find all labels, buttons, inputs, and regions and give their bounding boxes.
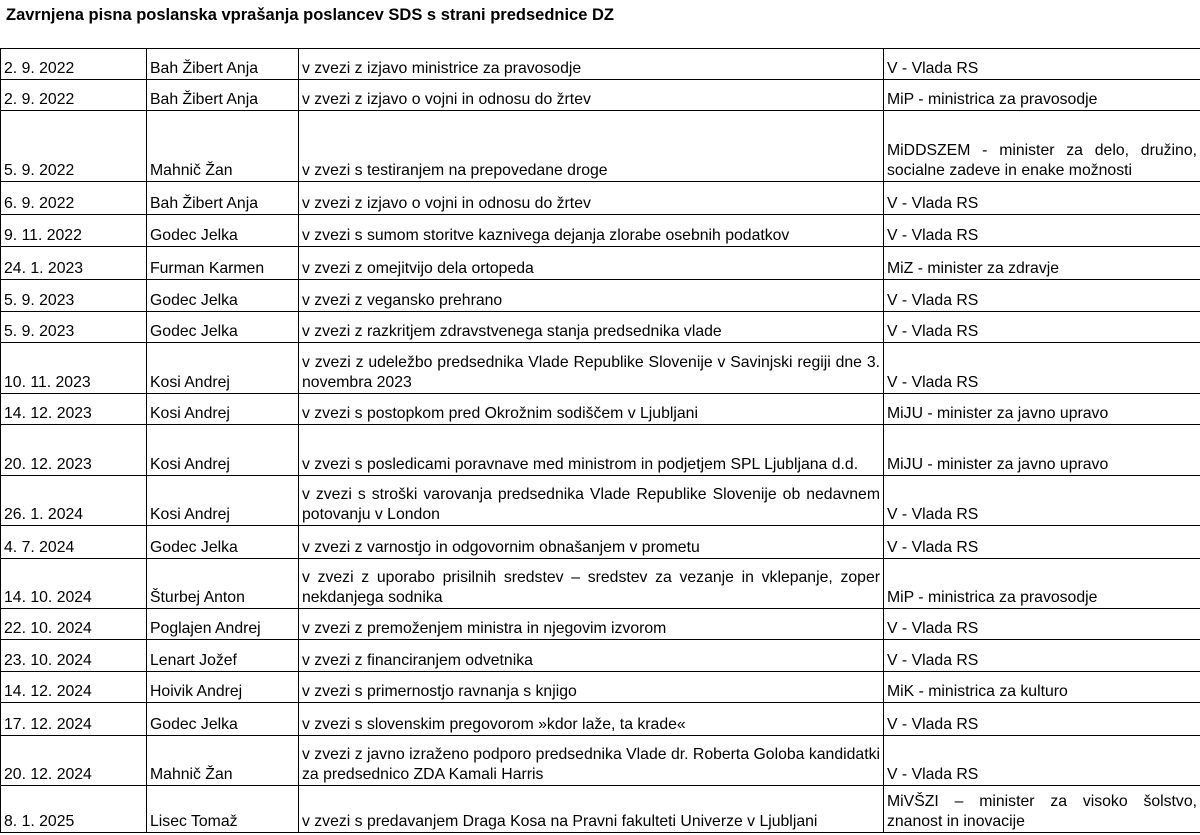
name-cell: Bah Žibert Anja xyxy=(147,49,299,80)
date-cell: 14. 12. 2024 xyxy=(1,672,147,703)
table-row xyxy=(1,280,1200,312)
date-cell: 5. 9. 2023 xyxy=(1,280,147,312)
table-row xyxy=(1,215,1200,247)
recipient-cell: V - Vlada RS xyxy=(884,526,1200,559)
description-cell: v zvezi z premoženjem ministra in njegovim izvorom xyxy=(299,609,884,640)
name-cell: Bah Žibert Anja xyxy=(147,80,299,111)
table-row xyxy=(1,476,1200,526)
name-cell: Kosi Andrej xyxy=(147,343,299,394)
description-cell: v zvezi s testiranjem na prepovedane droge xyxy=(299,111,884,182)
recipient-cell: V - Vlada RS xyxy=(884,312,1200,343)
recipient-cell: V - Vlada RS xyxy=(884,640,1200,672)
date-cell: 20. 12. 2023 xyxy=(1,425,147,476)
description-cell: v zvezi z financiranjem odvetnika xyxy=(299,640,884,672)
table-row xyxy=(1,786,1200,833)
table-row xyxy=(1,703,1200,736)
description-cell: v zvezi z uporabo prisilnih sredstev – sredstev za vezanje in vklepanje, zoper nekdanjega sodnika xyxy=(299,559,884,609)
recipient-cell: MiK - ministrica za kulturo xyxy=(884,672,1200,703)
questions-table xyxy=(0,48,1200,833)
table-row xyxy=(1,640,1200,672)
name-cell: Furman Karmen xyxy=(147,247,299,280)
page-title: Zavrnjena pisna poslanska vprašanja poslancev SDS s strani predsednice DZ xyxy=(6,6,614,24)
date-cell: 20. 12. 2024 xyxy=(1,736,147,786)
description-cell: v zvezi z javno izraženo podporo predsednika Vlade dr. Roberta Goloba kandidatki za predsednico ZDA Kamali Harris xyxy=(299,736,884,786)
name-cell: Kosi Andrej xyxy=(147,394,299,425)
date-cell: 14. 10. 2024 xyxy=(1,559,147,609)
recipient-cell: V - Vlada RS xyxy=(884,703,1200,736)
name-cell: Kosi Andrej xyxy=(147,425,299,476)
name-cell: Godec Jelka xyxy=(147,526,299,559)
table-row xyxy=(1,247,1200,280)
name-cell: Godec Jelka xyxy=(147,703,299,736)
name-cell: Šturbej Anton xyxy=(147,559,299,609)
description-cell: v zvezi s stroški varovanja predsednika Vlade Republike Slovenije ob nedavnem potovanju v London xyxy=(299,476,884,526)
description-cell: v zvezi s slovenskim pregovorom »kdor laže, ta krade« xyxy=(299,703,884,736)
name-cell: Bah Žibert Anja xyxy=(147,182,299,215)
recipient-cell: V - Vlada RS xyxy=(884,215,1200,247)
name-cell: Godec Jelka xyxy=(147,312,299,343)
table-row xyxy=(1,49,1200,80)
recipient-cell: MiP - ministrica za pravosodje xyxy=(884,80,1200,111)
recipient-cell: MiP - ministrica za pravosodje xyxy=(884,559,1200,609)
table-row xyxy=(1,672,1200,703)
description-cell: v zvezi z razkritjem zdravstvenega stanja predsednika vlade xyxy=(299,312,884,343)
description-cell: v zvezi s sumom storitve kaznivega dejanja zlorabe osebnih podatkov xyxy=(299,215,884,247)
recipient-cell: V - Vlada RS xyxy=(884,280,1200,312)
recipient-cell: MiJU - minister za javno upravo xyxy=(884,394,1200,425)
table-row xyxy=(1,182,1200,215)
description-cell: v zvezi z izjavo o vojni in odnosu do žrtev xyxy=(299,80,884,111)
table-row xyxy=(1,80,1200,111)
date-cell: 2. 9. 2022 xyxy=(1,80,147,111)
name-cell: Godec Jelka xyxy=(147,280,299,312)
recipient-cell: MiVŠZI – minister za visoko šolstvo, znanost in inovacije xyxy=(884,786,1200,833)
table-row xyxy=(1,736,1200,786)
name-cell: Lenart Jožef xyxy=(147,640,299,672)
description-cell: v zvezi s posledicami poravnave med ministrom in podjetjem SPL Ljubljana d.d. xyxy=(299,425,884,476)
date-cell: 2. 9. 2022 xyxy=(1,49,147,80)
recipient-cell: V - Vlada RS xyxy=(884,736,1200,786)
date-cell: 9. 11. 2022 xyxy=(1,215,147,247)
description-cell: v zvezi z varnostjo in odgovornim obnašanjem v prometu xyxy=(299,526,884,559)
name-cell: Poglajen Andrej xyxy=(147,609,299,640)
date-cell: 5. 9. 2023 xyxy=(1,312,147,343)
recipient-cell: MiJU - minister za javno upravo xyxy=(884,425,1200,476)
description-cell: v zvezi z udeležbo predsednika Vlade Republike Slovenije v Savinjski regiji dne 3. novembra 2023 xyxy=(299,343,884,394)
date-cell: 6. 9. 2022 xyxy=(1,182,147,215)
recipient-cell: MiDDSZEM - minister za delo, družino, socialne zadeve in enake možnosti xyxy=(884,111,1200,182)
recipient-cell: V - Vlada RS xyxy=(884,609,1200,640)
name-cell: Hoivik Andrej xyxy=(147,672,299,703)
name-cell: Mahnič Žan xyxy=(147,736,299,786)
date-cell: 17. 12. 2024 xyxy=(1,703,147,736)
description-cell: v zvezi z izjavo ministrice za pravosodje xyxy=(299,49,884,80)
description-cell: v zvezi s postopkom pred Okrožnim sodiščem v Ljubljani xyxy=(299,394,884,425)
recipient-cell: V - Vlada RS xyxy=(884,49,1200,80)
date-cell: 8. 1. 2025 xyxy=(1,786,147,833)
description-cell: v zvezi s primernostjo ravnanja s knjigo xyxy=(299,672,884,703)
date-cell: 22. 10. 2024 xyxy=(1,609,147,640)
name-cell: Mahnič Žan xyxy=(147,111,299,182)
table-row xyxy=(1,343,1200,394)
description-cell: v zvezi s predavanjem Draga Kosa na Pravni fakulteti Univerze v Ljubljani xyxy=(299,786,884,833)
table-row xyxy=(1,425,1200,476)
recipient-cell: V - Vlada RS xyxy=(884,182,1200,215)
name-cell: Godec Jelka xyxy=(147,215,299,247)
date-cell: 26. 1. 2024 xyxy=(1,476,147,526)
description-cell: v zvezi z omejitvijo dela ortopeda xyxy=(299,247,884,280)
table-row xyxy=(1,559,1200,609)
table-row xyxy=(1,312,1200,343)
recipient-cell: V - Vlada RS xyxy=(884,476,1200,526)
description-cell: v zvezi z veganskо prehrano xyxy=(299,280,884,312)
table-row xyxy=(1,394,1200,425)
date-cell: 4. 7. 2024 xyxy=(1,526,147,559)
date-cell: 14. 12. 2023 xyxy=(1,394,147,425)
date-cell: 23. 10. 2024 xyxy=(1,640,147,672)
table-row xyxy=(1,609,1200,640)
description-cell: v zvezi z izjavo o vojni in odnosu do žrtev xyxy=(299,182,884,215)
recipient-cell: MiZ - minister za zdravje xyxy=(884,247,1200,280)
table-row xyxy=(1,111,1200,182)
name-cell: Lisec Tomaž xyxy=(147,786,299,833)
date-cell: 5. 9. 2022 xyxy=(1,111,147,182)
recipient-cell: V - Vlada RS xyxy=(884,343,1200,394)
date-cell: 24. 1. 2023 xyxy=(1,247,147,280)
table-row xyxy=(1,526,1200,559)
name-cell: Kosi Andrej xyxy=(147,476,299,526)
date-cell: 10. 11. 2023 xyxy=(1,343,147,394)
